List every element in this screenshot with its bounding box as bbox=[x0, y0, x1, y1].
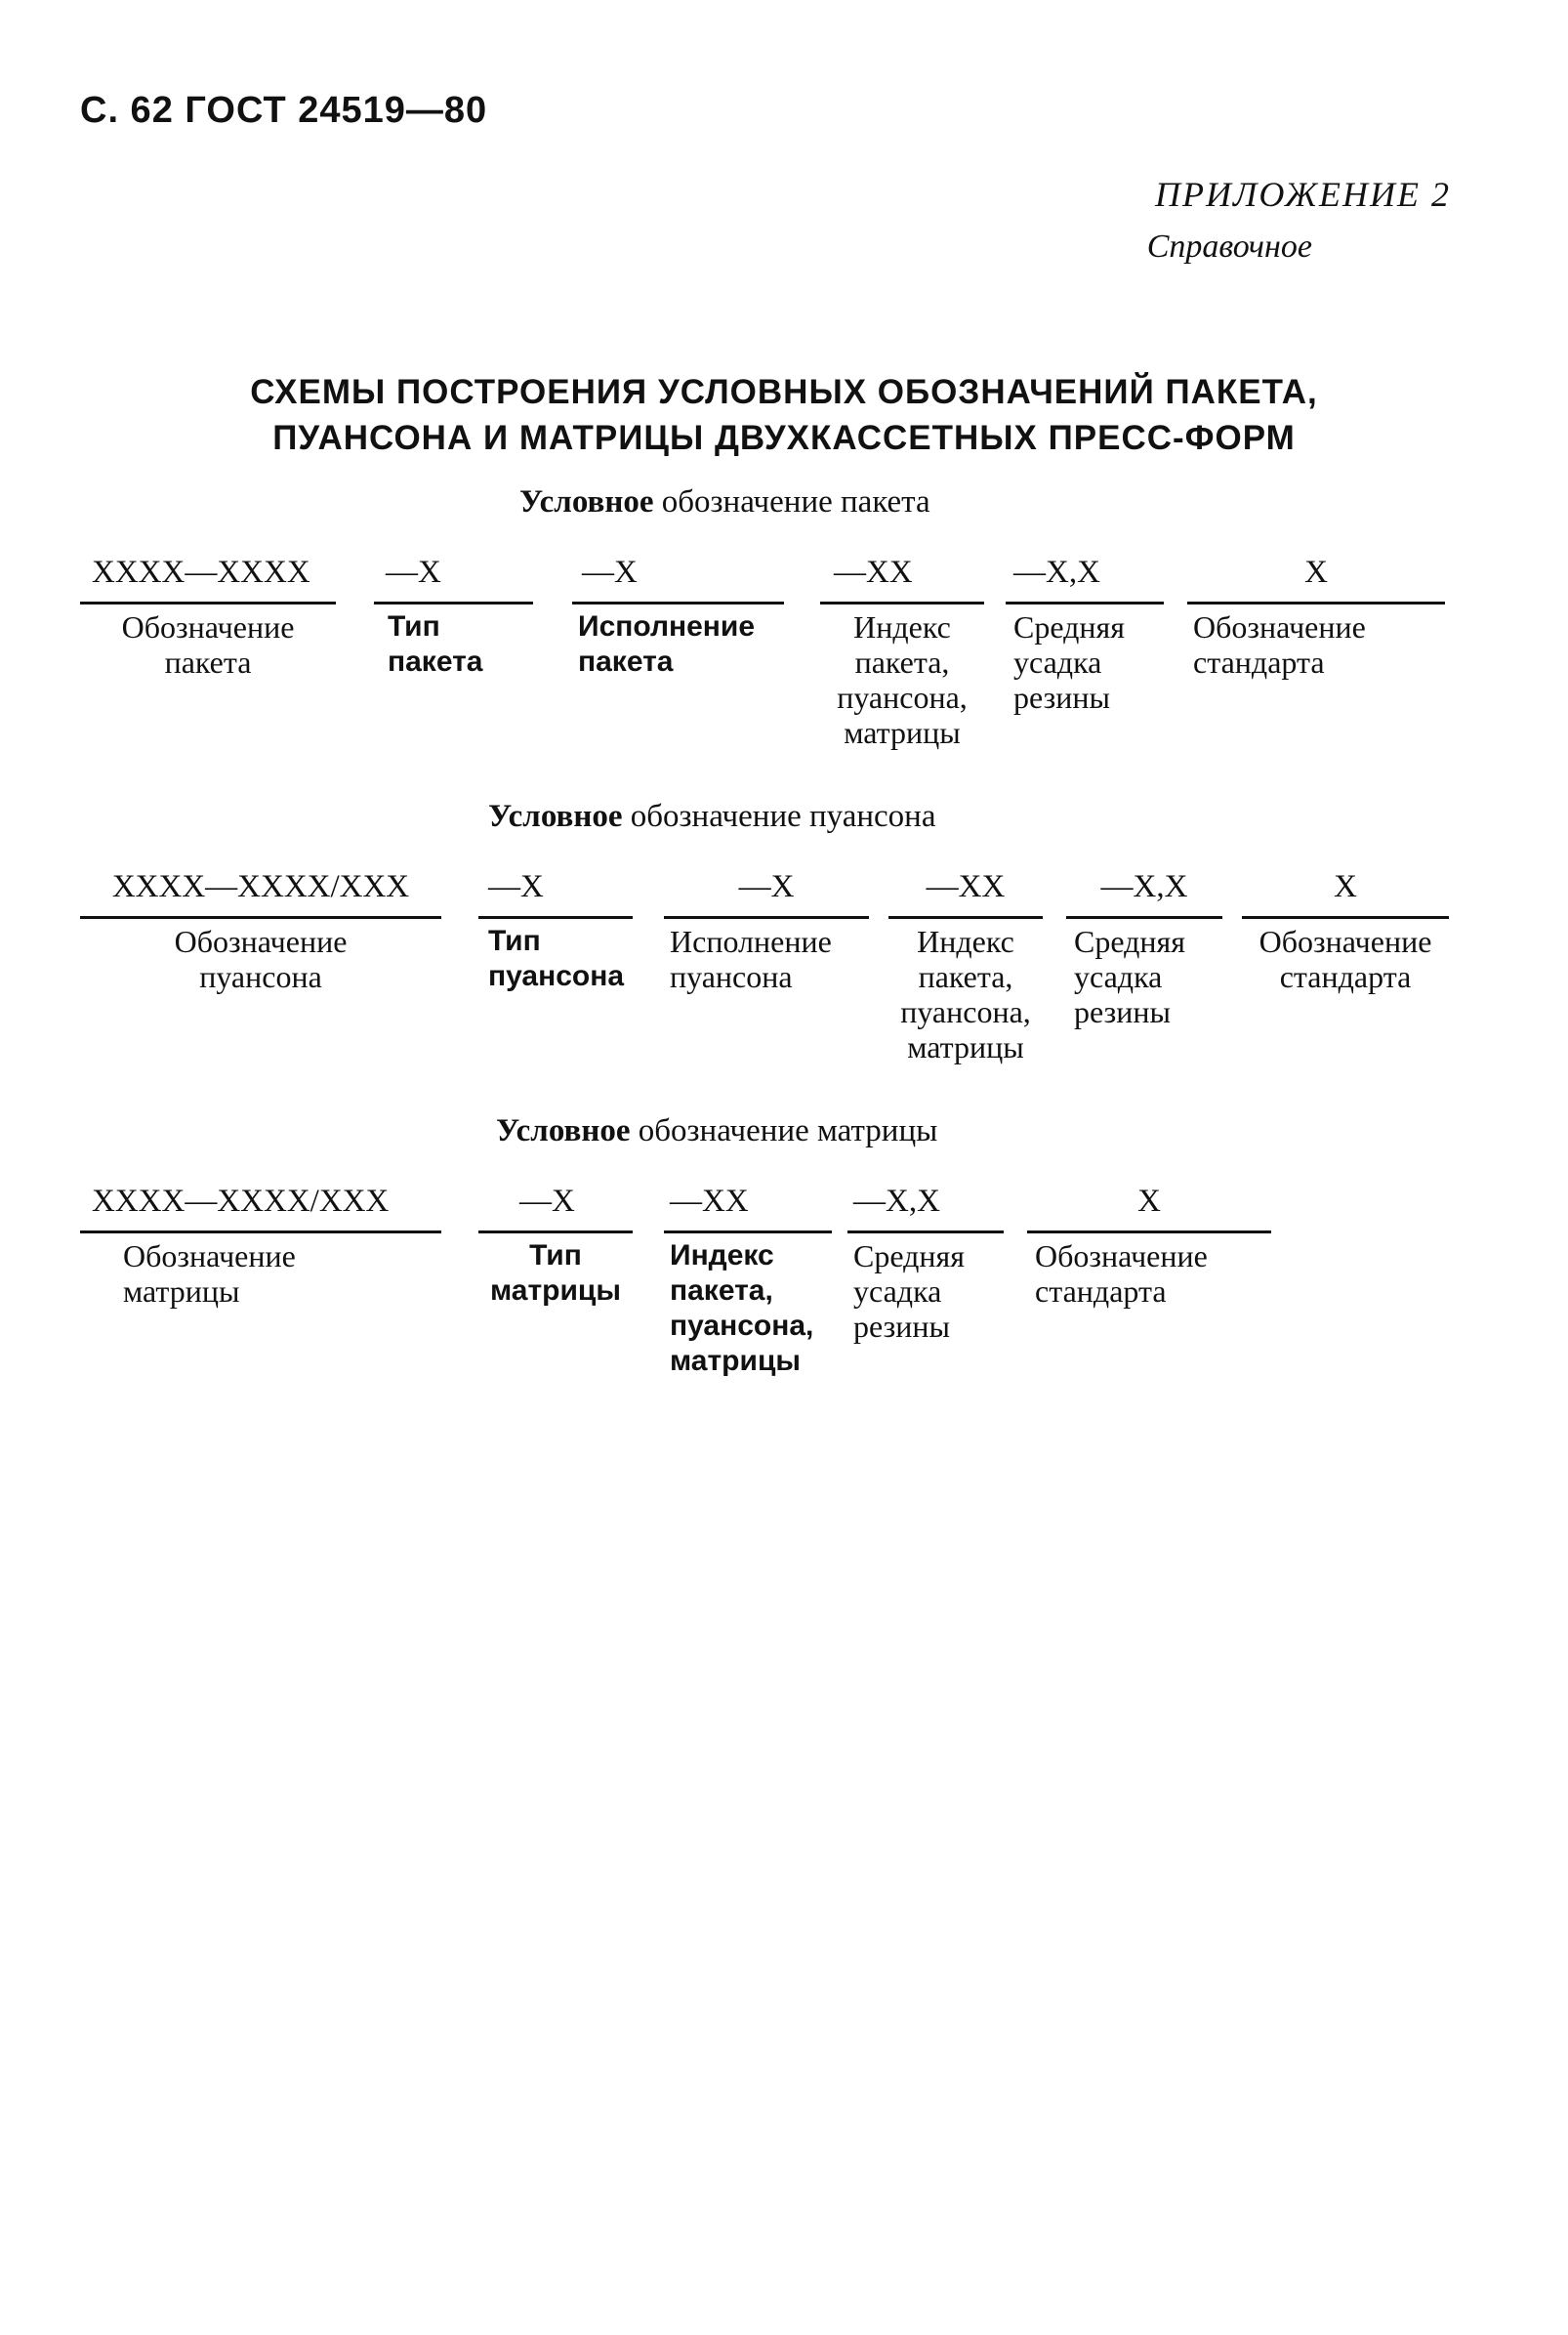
field-rule bbox=[664, 916, 869, 919]
field-code: —X bbox=[582, 555, 638, 590]
field-description: Исполнение пуансона bbox=[670, 924, 832, 994]
field-rule bbox=[80, 916, 441, 919]
field-code: —X,X bbox=[1013, 555, 1100, 590]
field-rule bbox=[1027, 1230, 1271, 1233]
field-description: Индекс пакета, пуансона, матрицы bbox=[900, 924, 1031, 1064]
field-description: Средняя усадка резины bbox=[853, 1238, 965, 1344]
section-heading-bold: Условное bbox=[488, 799, 623, 834]
field-description: Тип пуансона bbox=[488, 925, 625, 992]
document-title-line-1: СХЕМЫ ПОСТРОЕНИЯ УСЛОВНЫХ ОБОЗНАЧЕНИЙ ПАКЕТА, bbox=[250, 373, 1318, 411]
field-rule bbox=[888, 916, 1043, 919]
field-rule bbox=[374, 602, 533, 605]
field-description: Исполнение пакета bbox=[578, 610, 756, 678]
field-rule bbox=[478, 1230, 633, 1233]
field-code: —XX bbox=[834, 555, 913, 590]
field-description: Тип матрицы bbox=[489, 1239, 621, 1307]
field-description: Обозначение матрицы bbox=[123, 1238, 296, 1309]
field-rule bbox=[1187, 602, 1445, 605]
appendix-subtitle: Справочное bbox=[1146, 229, 1312, 265]
field-rule bbox=[847, 1230, 1004, 1233]
section-heading-text: обозначение пакета bbox=[653, 484, 930, 520]
field-code: —X bbox=[519, 1184, 575, 1219]
field-code: —XX bbox=[670, 1184, 749, 1219]
appendix-title: ПРИЛОЖЕНИЕ 2 bbox=[1155, 175, 1451, 214]
field-rule bbox=[80, 602, 336, 605]
field-code: —X bbox=[738, 869, 795, 904]
field-description: Обозначение пакета bbox=[121, 609, 295, 680]
field-description: Тип пакета bbox=[388, 610, 483, 678]
field-description: Индекс пакета, пуансона, матрицы bbox=[837, 609, 968, 750]
document-title bbox=[0, 369, 1568, 461]
field-code: —X bbox=[386, 555, 441, 590]
field-code: —X,X bbox=[1100, 869, 1188, 904]
section-heading-text: обозначение матрицы bbox=[630, 1113, 938, 1148]
field-code: XXXX—XXXX/XXX bbox=[92, 1184, 390, 1219]
document-title-line-2: ПУАНСОНА И МАТРИЦЫ ДВУХКАССЕТНЫХ ПРЕСС-ФОРМ bbox=[272, 419, 1296, 457]
field-code: XXXX—XXXX bbox=[92, 555, 310, 590]
field-description: Обозначение пуансона bbox=[174, 924, 348, 994]
field-rule bbox=[1242, 916, 1449, 919]
field-rule bbox=[572, 602, 784, 605]
field-description: Обозначение стандарта bbox=[1035, 1238, 1208, 1309]
field-code: XXXX—XXXX/XXX bbox=[111, 869, 410, 904]
section-heading-text: обозначение пуансона bbox=[622, 799, 936, 834]
field-code: —XX bbox=[926, 869, 1006, 904]
section-heading-bold: Условное bbox=[519, 484, 654, 520]
field-code: X bbox=[1137, 1184, 1161, 1219]
field-code: X bbox=[1334, 869, 1357, 904]
field-rule bbox=[664, 1230, 832, 1233]
section-heading-package bbox=[519, 484, 930, 521]
field-code: —X,X bbox=[853, 1184, 940, 1219]
field-description: Индекс пакета, пуансона, матрицы bbox=[670, 1239, 814, 1377]
page-header: С. 62 ГОСТ 24519—80 bbox=[80, 90, 488, 131]
section-heading-bold: Условное bbox=[496, 1113, 631, 1148]
section-heading-die bbox=[496, 1113, 937, 1149]
field-code: X bbox=[1304, 555, 1328, 590]
field-rule bbox=[820, 602, 984, 605]
section-heading-punch bbox=[488, 799, 936, 835]
field-rule bbox=[1006, 602, 1164, 605]
field-description: Обозначение стандарта bbox=[1193, 609, 1366, 680]
field-description: Средняя усадка резины bbox=[1013, 609, 1125, 715]
field-description: Средняя усадка резины bbox=[1074, 924, 1185, 1029]
field-code: —X bbox=[488, 869, 544, 904]
field-rule bbox=[478, 916, 633, 919]
field-rule bbox=[1066, 916, 1222, 919]
field-description: Обозначение стандарта bbox=[1259, 924, 1432, 994]
field-rule bbox=[80, 1230, 441, 1233]
